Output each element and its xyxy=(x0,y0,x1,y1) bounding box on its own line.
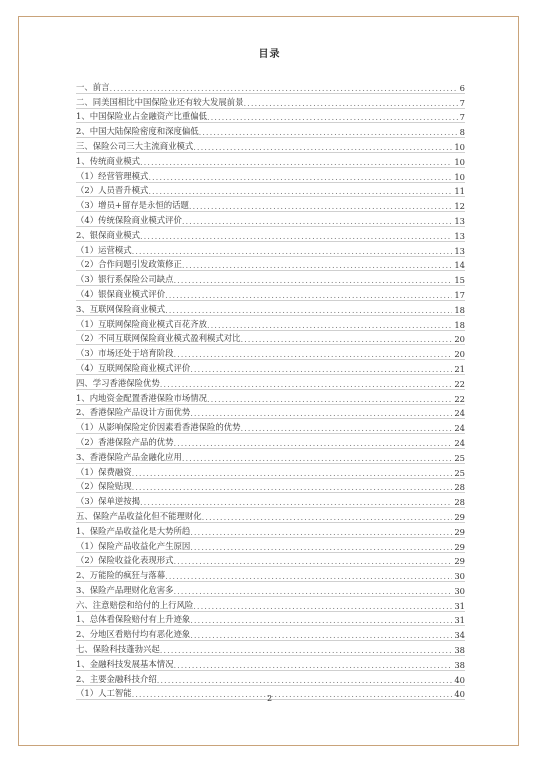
toc-entry[interactable] xyxy=(76,434,465,449)
toc-leader-dots xyxy=(157,675,453,686)
toc-entry-page: 30 xyxy=(454,571,465,582)
toc-entry-page: 29 xyxy=(454,556,465,567)
toc-entry-page: 7 xyxy=(459,97,465,108)
toc-entry[interactable] xyxy=(76,183,465,198)
toc-leader-dots xyxy=(190,408,452,419)
toc-entry-label: 2、银保商业模式 xyxy=(76,229,140,240)
toc-leader-dots xyxy=(182,216,453,227)
toc-leader-dots xyxy=(148,172,452,183)
toc-entry-label: （2）人员晋升模式 xyxy=(76,185,149,196)
toc-entry-page: 28 xyxy=(454,497,465,508)
toc-entry-page: 25 xyxy=(454,452,465,463)
toc-entry-label: （2）保险贴现 xyxy=(76,481,132,492)
toc-entry-label: （1）从影响保险定价因素看香港保险的优势 xyxy=(76,422,241,433)
toc-leader-dots xyxy=(165,571,452,582)
toc-entry-label: 1、传统商业模式 xyxy=(76,155,140,166)
toc-entry-page: 34 xyxy=(454,630,465,641)
toc-entry-label: 2、中国大陆保险密度和深度偏低 xyxy=(76,126,199,137)
toc-entry-page: 10 xyxy=(454,171,465,182)
toc-entry-label: （2）香港保险产品的优势 xyxy=(76,436,174,447)
toc-entry-page: 29 xyxy=(454,511,465,522)
toc-entry[interactable] xyxy=(76,212,465,227)
toc-entry[interactable] xyxy=(76,153,465,168)
toc-entry[interactable] xyxy=(76,375,465,390)
toc-leader-dots xyxy=(182,260,453,271)
toc-entry-label: 1、金融科技发展基本情况 xyxy=(76,658,174,669)
toc-leader-dots xyxy=(160,645,453,656)
toc-entry-page: 29 xyxy=(454,541,465,552)
toc-entry-page: 31 xyxy=(454,600,465,611)
toc-entry-label: （1）经营管理模式 xyxy=(76,170,149,181)
toc-entry[interactable] xyxy=(76,168,465,183)
toc-entry-label: （2）不同互联网保险商业模式盈利模式对比 xyxy=(76,333,241,344)
toc-entry-label: （3）增员+留存是永恒的话题 xyxy=(76,200,189,211)
toc-leader-dots xyxy=(190,542,452,553)
toc-entry-page: 15 xyxy=(454,275,465,286)
toc-entry[interactable] xyxy=(76,360,465,375)
toc-entry-page: 29 xyxy=(454,526,465,537)
toc-entry-page: 30 xyxy=(454,585,465,596)
toc-entry-page: 28 xyxy=(454,482,465,493)
toc-entry-label: （4）银保商业模式评价 xyxy=(76,288,166,299)
toc-leader-dots xyxy=(173,586,452,597)
toc-title: 目录 xyxy=(258,49,281,60)
toc-entry-page: 6 xyxy=(459,82,465,93)
toc-leader-dots xyxy=(132,482,453,493)
toc-entry-page: 13 xyxy=(454,230,465,241)
toc-leader-dots xyxy=(160,379,453,390)
toc-entry-label: （3）市场还处于培育阶段 xyxy=(76,348,174,359)
toc-entry-page: 18 xyxy=(454,319,465,330)
toc-entry[interactable] xyxy=(76,656,465,671)
toc-entry-label: 3、保险产品理财化危害多 xyxy=(76,584,174,595)
toc-entry[interactable] xyxy=(76,612,465,627)
toc-entry-page: 13 xyxy=(454,245,465,256)
toc-entry-label: （3）保单逆按揭 xyxy=(76,496,140,507)
toc-leader-dots xyxy=(190,630,452,641)
toc-entry[interactable] xyxy=(76,316,465,331)
toc-leader-dots xyxy=(207,112,458,123)
toc-leader-dots xyxy=(182,453,453,464)
toc-leader-dots xyxy=(140,497,452,508)
toc-leader-dots xyxy=(190,364,452,375)
toc-entry-label: （1）人工智能 xyxy=(76,688,132,699)
toc-entry-label: 2、主要金融科技介绍 xyxy=(76,673,157,684)
toc-entry[interactable] xyxy=(76,257,465,272)
toc-entry-page: 24 xyxy=(454,423,465,434)
page-number: 2 xyxy=(266,694,273,703)
toc-entry-label: （1）运营模式 xyxy=(76,244,132,255)
toc-leader-dots xyxy=(110,83,458,94)
toc-entry[interactable] xyxy=(76,419,465,434)
toc-entry-page: 38 xyxy=(454,645,465,656)
toc-entry[interactable] xyxy=(76,582,465,597)
toc-entry[interactable] xyxy=(76,345,465,360)
toc-entry-label: 3、香港保险产品金融化应用 xyxy=(76,451,182,462)
toc-entry[interactable] xyxy=(76,479,465,494)
toc-entry-page: 20 xyxy=(454,349,465,360)
toc-entry[interactable] xyxy=(76,464,465,479)
toc-entry-label: （4）互联网保险商业模式评价 xyxy=(76,362,191,373)
toc-entry-label: （2）合作问题引发政策修正 xyxy=(76,259,182,270)
toc-entry-page: 25 xyxy=(454,467,465,478)
toc-entry[interactable] xyxy=(76,271,465,286)
toc-leader-dots xyxy=(202,512,453,523)
toc-entry[interactable] xyxy=(76,553,465,568)
toc-entry-label: 二、同美国相比中国保险业还有较大发展前景 xyxy=(76,96,244,107)
toc-entry[interactable] xyxy=(76,538,465,553)
toc-entry[interactable] xyxy=(76,123,465,138)
toc-entry-label: 2、分地区看赔付均有恶化迹象 xyxy=(76,629,191,640)
toc-entry[interactable] xyxy=(76,331,465,346)
toc-entry[interactable] xyxy=(76,138,465,153)
toc-entry-label: 2、万能险的疯狂与落幕 xyxy=(76,570,166,581)
toc-leader-dots xyxy=(173,556,452,567)
toc-leader-dots xyxy=(207,394,452,405)
toc-leader-dots xyxy=(244,98,458,109)
toc-entry[interactable] xyxy=(76,493,465,508)
toc-entry-page: 21 xyxy=(454,363,465,374)
toc-entry-page: 8 xyxy=(459,127,465,138)
toc-entry-label: 2、香港保险产品设计方面优势 xyxy=(76,407,191,418)
toc-entry[interactable] xyxy=(76,523,465,538)
toc-entry-page: 22 xyxy=(454,393,465,404)
toc-leader-dots xyxy=(132,468,453,479)
toc-entry-page: 31 xyxy=(454,615,465,626)
toc-entry-label: 1、中国保险业占金融资产比重偏低 xyxy=(76,111,207,122)
toc-entry-page: 24 xyxy=(454,408,465,419)
toc-leader-dots xyxy=(207,320,452,331)
toc-entry-page: 14 xyxy=(454,260,465,271)
toc-entry-page: 13 xyxy=(454,215,465,226)
toc-entry[interactable] xyxy=(76,508,465,523)
toc-leader-dots xyxy=(140,231,452,242)
toc-entry-label: 五、保险产品收益化但不能理财化 xyxy=(76,510,202,521)
toc-entry-label: 1、内地资金配置香港保险市场情况 xyxy=(76,392,207,403)
toc-leader-dots xyxy=(140,157,452,168)
toc-entry[interactable] xyxy=(76,242,465,257)
toc-entry[interactable] xyxy=(76,286,465,301)
toc-entry-label: （1）保险产品收益化产生原因 xyxy=(76,540,191,551)
toc-leader-dots xyxy=(199,127,458,138)
toc-entry[interactable] xyxy=(76,109,465,124)
toc-entry-label: 1、保险产品收益化是大势所趋 xyxy=(76,525,191,536)
toc-entry-page: 40 xyxy=(454,674,465,685)
toc-leader-dots xyxy=(132,246,453,257)
toc-entry-label: （4）传统保险商业模式评价 xyxy=(76,214,182,225)
toc-entry[interactable] xyxy=(76,671,465,686)
toc-entry-page: 10 xyxy=(454,141,465,152)
toc-entry-page: 18 xyxy=(454,304,465,315)
toc-entry[interactable] xyxy=(76,94,465,109)
toc-entry-page: 38 xyxy=(454,659,465,670)
toc-leader-dots xyxy=(148,186,452,197)
toc-entry[interactable] xyxy=(76,641,465,656)
toc-entry-label: 七、保险科技蓬勃兴起 xyxy=(76,644,160,655)
toc-entry-label: 一、前言 xyxy=(76,81,110,92)
toc-leader-dots xyxy=(173,660,452,671)
toc-leader-dots xyxy=(190,615,452,626)
toc-entry-page: 17 xyxy=(454,289,465,300)
toc-entry-page: 24 xyxy=(454,437,465,448)
toc-entry-label: （1）互联网保险商业模式百花齐放 xyxy=(76,318,207,329)
toc-leader-dots xyxy=(165,290,452,301)
toc-entry-label: 四、学习香港保险优势 xyxy=(76,377,160,388)
toc-entry[interactable] xyxy=(76,405,465,420)
toc-leader-dots xyxy=(190,527,452,538)
toc-entry-label: （2）保险收益化表现形式 xyxy=(76,555,174,566)
toc-leader-dots xyxy=(240,334,452,345)
toc-leader-dots xyxy=(193,601,452,612)
toc-leader-dots xyxy=(240,423,452,434)
toc-entry[interactable] xyxy=(76,626,465,641)
toc-entry-label: 三、保险公司三大主流商业模式 xyxy=(76,140,194,151)
toc-leader-dots xyxy=(173,438,452,449)
toc-entry[interactable] xyxy=(76,449,465,464)
toc-entry-label: （1）保费融资 xyxy=(76,466,132,477)
toc-entry[interactable] xyxy=(76,79,465,94)
toc-leader-dots xyxy=(173,275,452,286)
toc-entry-page: 11 xyxy=(454,186,465,197)
toc-leader-dots xyxy=(193,142,452,153)
toc-entry-label: 六、注意赔偿和给付的上行风险 xyxy=(76,599,194,610)
toc-entry[interactable] xyxy=(76,301,465,316)
toc-entry[interactable] xyxy=(76,390,465,405)
toc-leader-dots xyxy=(165,305,452,316)
toc-entry-label: （3）银行系保险公司缺点 xyxy=(76,274,174,285)
toc-entry-page: 10 xyxy=(454,156,465,167)
toc-entry-page: 22 xyxy=(454,378,465,389)
toc-entry[interactable] xyxy=(76,597,465,612)
toc-entry-page: 20 xyxy=(454,334,465,345)
toc-entry-label: 1、总体看保险赔付有上升迹象 xyxy=(76,614,191,625)
toc-leader-dots xyxy=(173,349,452,360)
toc-entry-page: 7 xyxy=(459,112,465,123)
toc-entry[interactable] xyxy=(76,197,465,212)
toc-entry-label: 3、互联网保险商业模式 xyxy=(76,303,166,314)
toc-entry[interactable] xyxy=(76,567,465,582)
toc-entry[interactable] xyxy=(76,227,465,242)
toc-entry-page: 12 xyxy=(454,201,465,212)
table-of-contents xyxy=(76,79,465,700)
toc-leader-dots xyxy=(189,201,452,212)
toc-entry-page: 40 xyxy=(454,689,465,700)
